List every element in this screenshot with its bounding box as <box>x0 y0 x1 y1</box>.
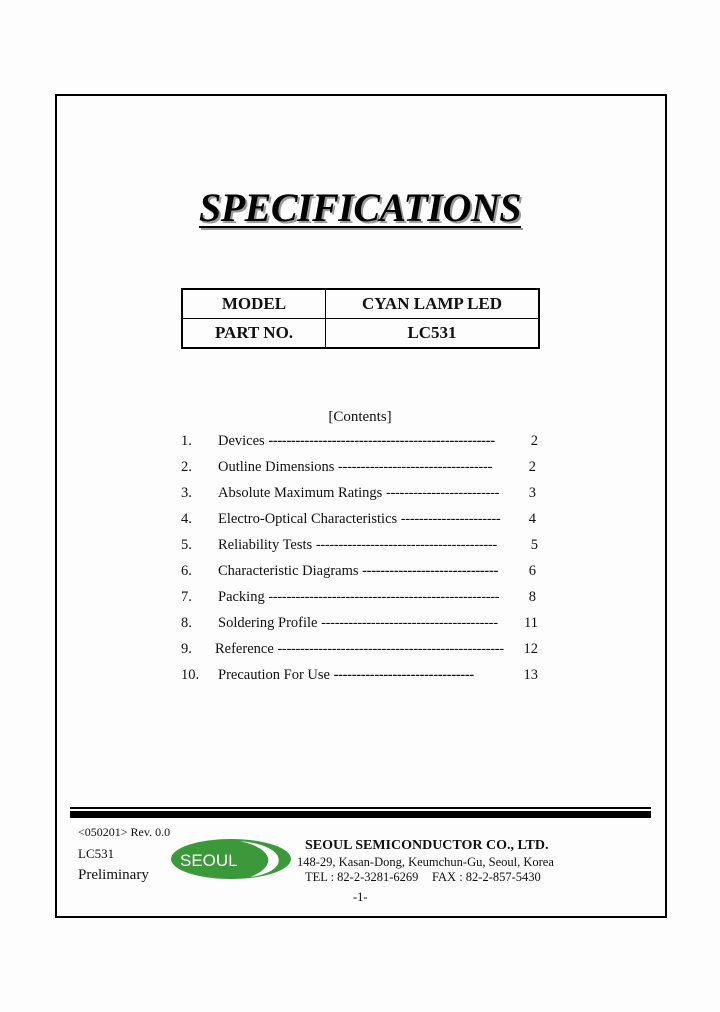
company-name: SEOUL SEMICONDUCTOR CO., LTD. <box>305 838 549 853</box>
part-no-label: PART NO. <box>182 319 326 349</box>
toc-page: 3 <box>528 485 536 501</box>
toc-title: Packing --------------------------------------------------- <box>218 589 500 605</box>
toc-number: 2. <box>181 459 192 475</box>
contents-heading: [Contents] <box>328 409 392 425</box>
toc-number: 3. <box>181 485 192 501</box>
page-number: -1- <box>353 890 368 904</box>
toc-page: 5 <box>530 537 538 553</box>
footer-divider-thin <box>70 807 651 809</box>
toc-item <box>0 433 720 459</box>
toc-title: Soldering Profile --------------------------------------- <box>218 615 498 631</box>
toc-title: Characteristic Diagrams ------------------------------ <box>218 563 498 579</box>
toc-page: 12 <box>523 641 538 657</box>
footer-divider-thick <box>70 811 651 818</box>
toc-number: 6. <box>181 563 192 579</box>
toc-item <box>0 485 720 511</box>
company-address: 148-29, Kasan-Dong, Keumchun-Gu, Seoul, Korea <box>297 855 554 869</box>
svg-text:SEOUL: SEOUL <box>180 851 238 870</box>
toc-page: 2 <box>530 433 538 449</box>
toc-item <box>0 537 720 563</box>
model-value: CYAN LAMP LED <box>326 289 540 319</box>
toc-title: Outline Dimensions ---------------------------------- <box>218 459 493 475</box>
toc-page: 13 <box>523 667 538 683</box>
toc-page: 6 <box>528 563 536 579</box>
toc-number: 1. <box>181 433 192 449</box>
toc-item <box>0 459 720 485</box>
document-status: Preliminary <box>78 867 149 883</box>
toc-title: Devices -------------------------------------------------- <box>218 433 495 449</box>
revision-label: <050201> Rev. 0.0 <box>78 825 171 839</box>
toc-item <box>0 667 720 693</box>
footer-part-no: LC531 <box>78 846 115 861</box>
toc-title: Reliability Tests ---------------------------------------- <box>218 537 497 553</box>
toc-number: 5. <box>181 537 192 553</box>
toc-number: 10. <box>181 667 200 683</box>
toc-item <box>0 511 720 537</box>
toc-title: Absolute Maximum Ratings ------------------------- <box>218 485 500 501</box>
company-fax: FAX : 82-2-857-5430 <box>432 870 541 884</box>
part-no-value: LC531 <box>326 319 540 349</box>
toc-page: 2 <box>528 459 536 475</box>
table-row <box>182 289 539 319</box>
toc-number: 9. <box>181 641 192 657</box>
toc-item <box>0 641 720 667</box>
toc-title: Precaution For Use ------------------------------- <box>218 667 474 683</box>
toc-title: Electro-Optical Characteristics ---------------------- <box>218 511 501 527</box>
company-tel: TEL : 82-2-3281-6269 <box>305 870 419 884</box>
toc-item <box>0 615 720 641</box>
toc-number: 4. <box>181 511 192 527</box>
toc-page: 4 <box>528 511 536 527</box>
table-row <box>182 319 539 349</box>
model-label: MODEL <box>182 289 326 319</box>
model-table <box>181 288 540 349</box>
document-title: SPECIFICATIONS <box>198 185 522 230</box>
seoul-logo-icon <box>170 838 292 880</box>
toc-item <box>0 563 720 589</box>
toc-page: 11 <box>524 615 538 631</box>
toc-number: 8. <box>181 615 192 631</box>
toc-item <box>0 589 720 615</box>
toc-number: 7. <box>181 589 192 605</box>
toc-page: 8 <box>528 589 536 605</box>
toc-title: Reference -------------------------------------------------- <box>215 641 504 657</box>
